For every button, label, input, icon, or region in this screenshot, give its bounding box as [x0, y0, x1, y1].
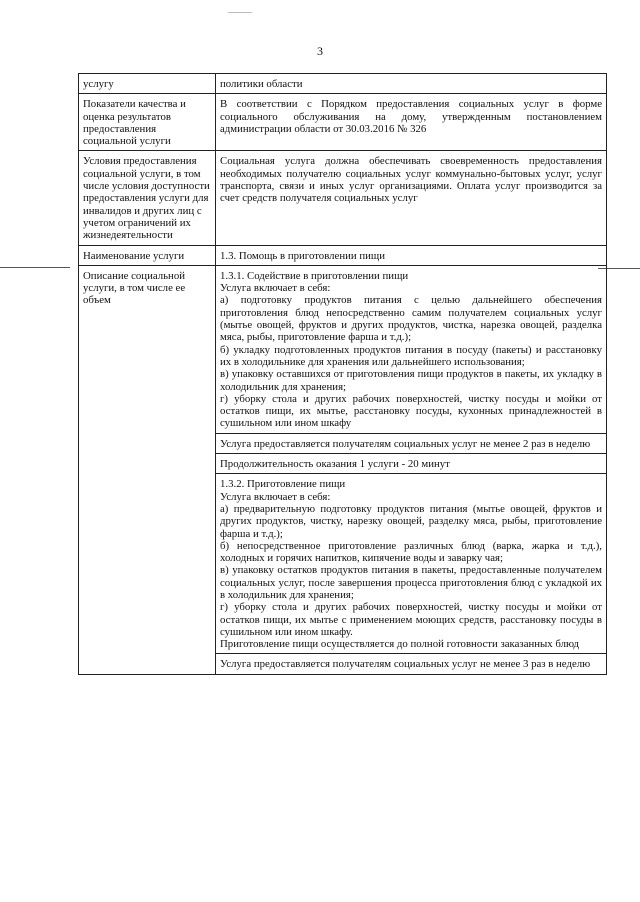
block-note: Приготовление пищи осуществляется до полной готовности заказанных блюд [220, 638, 580, 651]
list-item: б) непосредственное приготовление различных блюд (варка, жарка и т.д.), холодных и горячих напитков, кипячение воды и заварку чая; [220, 539, 602, 565]
table-row [79, 151, 607, 245]
list-item: а) подготовку продуктов питания с целью дальнейшего обеспечения приготовления блюд непосредственно самим получателем социальных услуг (мытье овощей, фруктов и других продуктов, чистка, нарезка овощей, разделка мяса, рыбы, приготовление фарша и т.д.); [220, 294, 602, 344]
block-intro: Услуга включает в себя: [220, 490, 331, 503]
table-row [79, 74, 607, 94]
scan-artifact-left [0, 267, 70, 268]
block-title: 1.3.2. Приготовление пищи [220, 478, 346, 491]
table-row [79, 94, 607, 151]
row-label: Условия предоставления социальной услуги, в том числе условия доступности предоставления услуги для инвалидов и других лиц с учетом ограничений их жизнедеятельности [79, 151, 216, 245]
block-cooking [216, 474, 607, 654]
list-item: г) уборку стола и других рабочих поверхностей, чистку посуды и мойки от остатков пищи, их мытье с применением моющих средств, расстановку посуды в сушильном или ином шкафу. [220, 601, 602, 638]
block-intro: Услуга включает в себя: [220, 282, 331, 295]
row-label: услугу [79, 74, 216, 94]
scan-artifact-top [228, 12, 252, 13]
list-item: а) предварительную подготовку продуктов питания (мытье овощей, фруктов и других продуктов, чистку, нарезку овощей, разделку мяса, рыбы, приготовление фарша и т.д.); [220, 502, 602, 540]
block-title: 1.3.1. Содействие в приготовлении пищи [220, 269, 409, 282]
list-item: г) уборку стола и других рабочих поверхностей, чистку посуды и мойки от остатков пищи, их мытье, расстановку посуды, кухонных принадлежностей в сушильном или ином шкафу [220, 392, 602, 430]
table-row [79, 265, 607, 433]
services-table [78, 73, 607, 675]
page-number: 3 [317, 44, 323, 58]
duration-1: Продолжительность оказания 1 услуги - 20 минут [216, 454, 607, 474]
description-label: Описание социальной услуги, в том числе ее объем [79, 265, 216, 674]
row-label: Показатели качества и оценка результатов предоставления социальной услуги [79, 94, 216, 151]
list-item: в) упаковку остатков продуктов питания в пакеты, предоставленные получателем социальных услуг, после завершения процесса приготовления блюд с укладкой их в холодильник для хранения; [220, 564, 602, 601]
frequency-2: Услуга предоставляется получателям социальных услуг не менее 3 раз в неделю [216, 654, 607, 674]
list-item: б) укладку подготовленных продуктов питания в посуду (пакеты) и расстановку их в холодильнике для хранения или дальнейшего использования; [220, 343, 602, 368]
row-value: В соответствии с Порядком предоставления социальных услуг в форме социального обслуживания на дому, утвержденным постановлением администрации области от 30.03.2016 № 326 [216, 94, 607, 151]
list-item: в) упаковку оставшихся от приготовления пищи продуктов в пакеты, их укладку в холодильник для хранения; [220, 368, 602, 393]
row-label: Наименование услуги [79, 245, 216, 265]
table-row [79, 245, 607, 265]
service-name: 1.3. Помощь в приготовлении пищи [216, 245, 607, 265]
row-value: политики области [216, 74, 607, 94]
row-value: Социальная услуга должна обеспечивать своевременность предоставления необходимых получателю социальных услуг коммунально-бытовых услуг, услуг транспорта, связи и иных услуг организациями. Оплата услуг производится за счет средств получателя социальных услуг [216, 151, 607, 245]
block-assist-cooking [216, 265, 607, 433]
frequency-1: Услуга предоставляется получателям социальных услуг не менее 2 раз в неделю [216, 433, 607, 453]
